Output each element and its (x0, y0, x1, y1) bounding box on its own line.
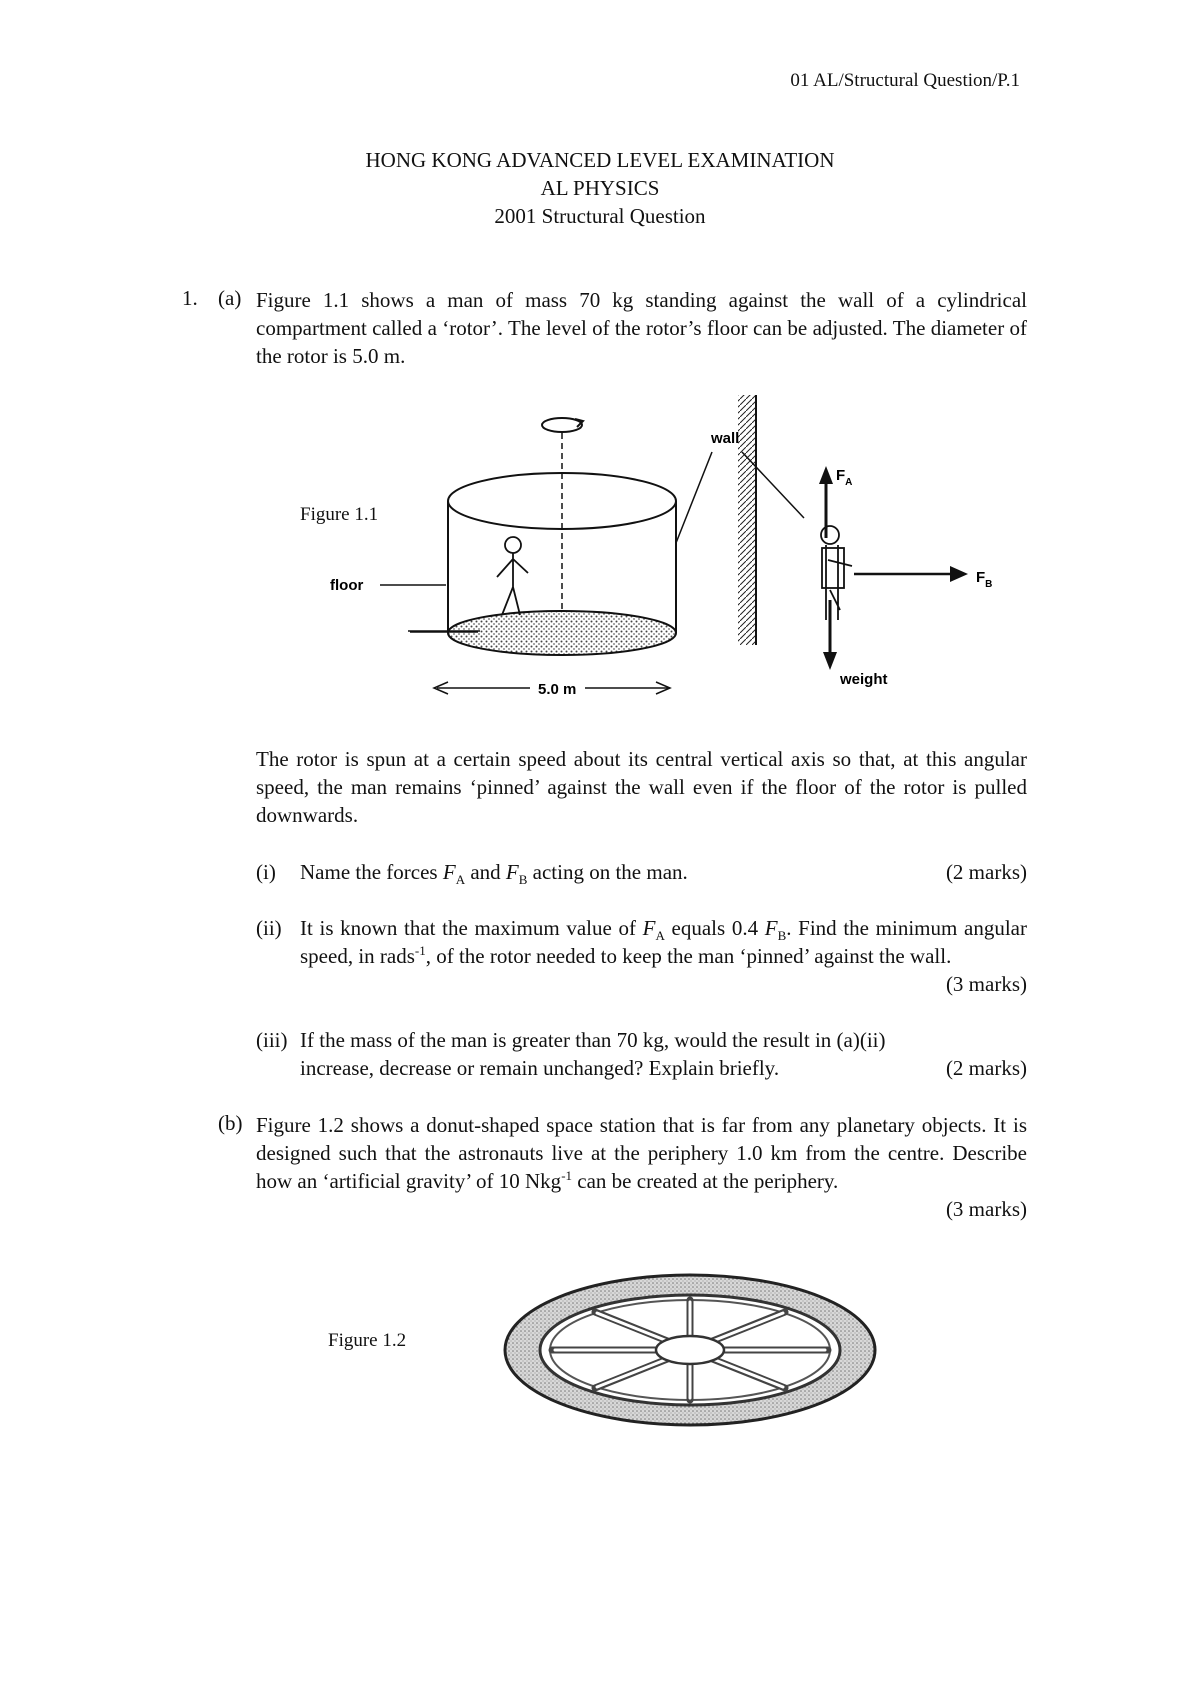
part-a-label: (a) (218, 286, 242, 310)
sub-i-marks: (2 marks) (945, 860, 1027, 884)
question-number: 1. (182, 286, 198, 310)
sub-iii-marks: (2 marks) (945, 1056, 1027, 1080)
part-b-marks: (3 marks) (945, 1197, 1027, 1221)
sub-ii-text: It is known that the maximum value of $F_A$ equals 0.4 $F_B$. Find the minimum angular speed, in rads$^{-1}$, of the rotor needed to keep the man ‘pinned’ against the wall. (300, 916, 1027, 968)
part-b-text: Figure 1.2 shows a donut-shaped space station that is far from any planetary objects. It is designed such that the astronauts live at the periphery 1.0 km from the centre. Describe how an ‘artificial gravity’ of 10 Nkg$^{-1}$ can be created at the periphery. (256, 1113, 1027, 1193)
exam-year: 2001 Structural Question (494, 204, 706, 228)
figure-1-2-label: Figure 1.2 (328, 1330, 407, 1351)
diameter-label: 5.0 m (538, 681, 577, 698)
page-reference: 01 AL/Structural Question/P.1 (790, 70, 1020, 91)
sub-iii-text: If the mass of the man is greater than 70 kg, would the result in (a)(ii) increase, decrease or remain unchanged? Explain briefly. (300, 1028, 886, 1080)
weight-label: weight (840, 671, 888, 688)
sub-i-text: Name the forces $F_A$ and $F_B$ acting on the man. (2 marks) (300, 860, 1027, 888)
part-a-intro: Figure 1.1 shows a man of mass 70 kg standing against the wall of a cylindrical compartment called a ‘rotor’. The level of the rotor’s floor can be adjusted. The diameter of the rotor is 5.0 m. (256, 288, 1027, 368)
part-b-label: (b) (218, 1111, 243, 1135)
exam-subject: AL PHYSICS (540, 176, 660, 200)
sub-ii-label: (ii) (256, 916, 282, 940)
man-on-wall-icon (821, 526, 852, 620)
wall-label: wall (711, 430, 740, 447)
floor-label: floor (330, 577, 364, 594)
sub-iii-label: (iii) (256, 1028, 288, 1052)
fb-label: $F_B$ (976, 569, 993, 590)
fa-label: $F_A$ (836, 467, 853, 488)
sub-ii-marks: (3 marks) (945, 972, 1027, 996)
figure-1-1-label: Figure 1.1 (300, 504, 379, 525)
space-station-illustration (500, 1270, 880, 1430)
exam-title: HONG KONG ADVANCED LEVEL EXAMINATION (365, 148, 835, 172)
part-a-body: The rotor is spun at a certain speed about its central vertical axis so that, at this angular speed, the man remains ‘pinned’ against the wall even if the floor of the rotor is pulled downwards. (256, 747, 1027, 827)
sub-i-label: (i) (256, 860, 276, 884)
